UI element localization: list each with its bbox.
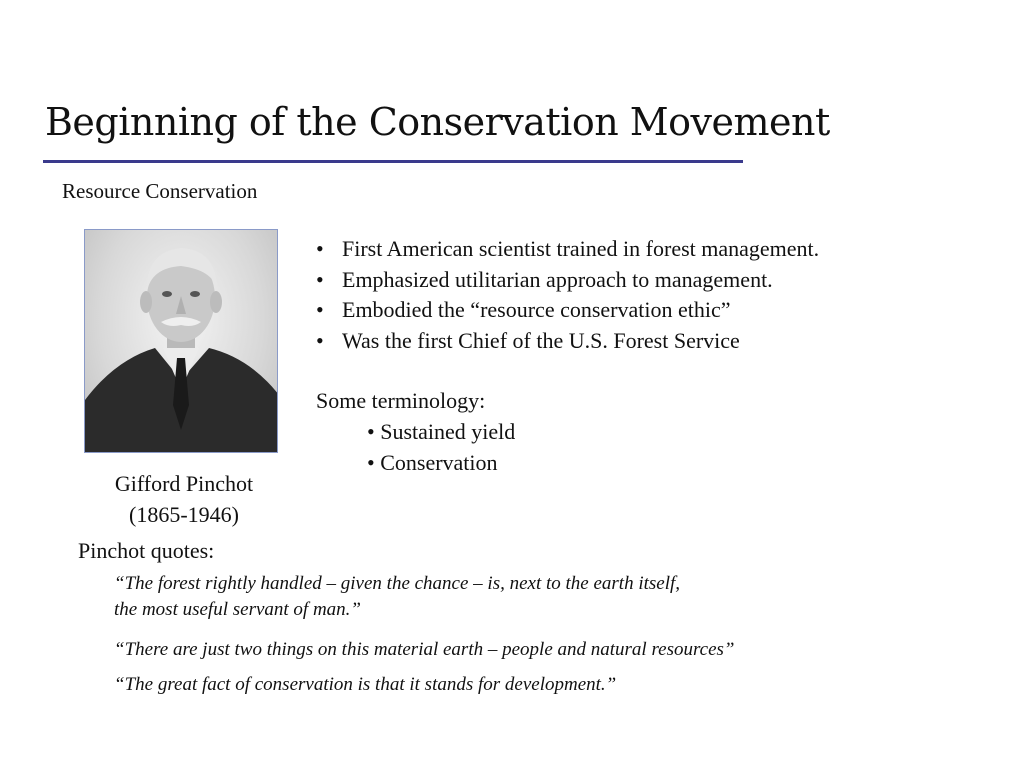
portrait-years: (1865-1946) xyxy=(129,502,239,527)
portrait-photo xyxy=(84,229,278,453)
bullet-item: • Was the first Chief of the U.S. Forest Service xyxy=(316,327,740,353)
quotes-label: Pinchot quotes: xyxy=(78,538,215,563)
portrait-name: Gifford Pinchot xyxy=(114,471,254,496)
terminology-item: • Conservation xyxy=(367,450,498,475)
bullet-item: • Emphasized utilitarian approach to management. xyxy=(316,266,773,292)
slide-subtitle: Resource Conservation xyxy=(62,179,258,203)
quote-1-line-2: the most useful servant of man.” xyxy=(114,599,361,620)
terminology-label: Some terminology: xyxy=(316,388,486,413)
title-underline xyxy=(43,160,743,163)
quote-2: “There are just two things on this material earth – people and natural resources” xyxy=(114,639,735,660)
portrait-figure xyxy=(85,230,278,453)
bullet-item: • Embodied the “resource conservation ethic” xyxy=(316,297,731,322)
bullet-item: • First American scientist trained in forest management. xyxy=(316,236,820,261)
terminology-item: • Sustained yield xyxy=(367,419,516,444)
portrait-caption xyxy=(84,468,284,530)
bullet-list xyxy=(316,234,819,356)
quote-3: “The great fact of conservation is that it stands for development.” xyxy=(114,674,617,695)
slide-title: Beginning of the Conservation Movement xyxy=(45,100,830,144)
quote-1-line-1: “The forest rightly handled – given the chance – is, next to the earth itself, xyxy=(114,573,681,594)
